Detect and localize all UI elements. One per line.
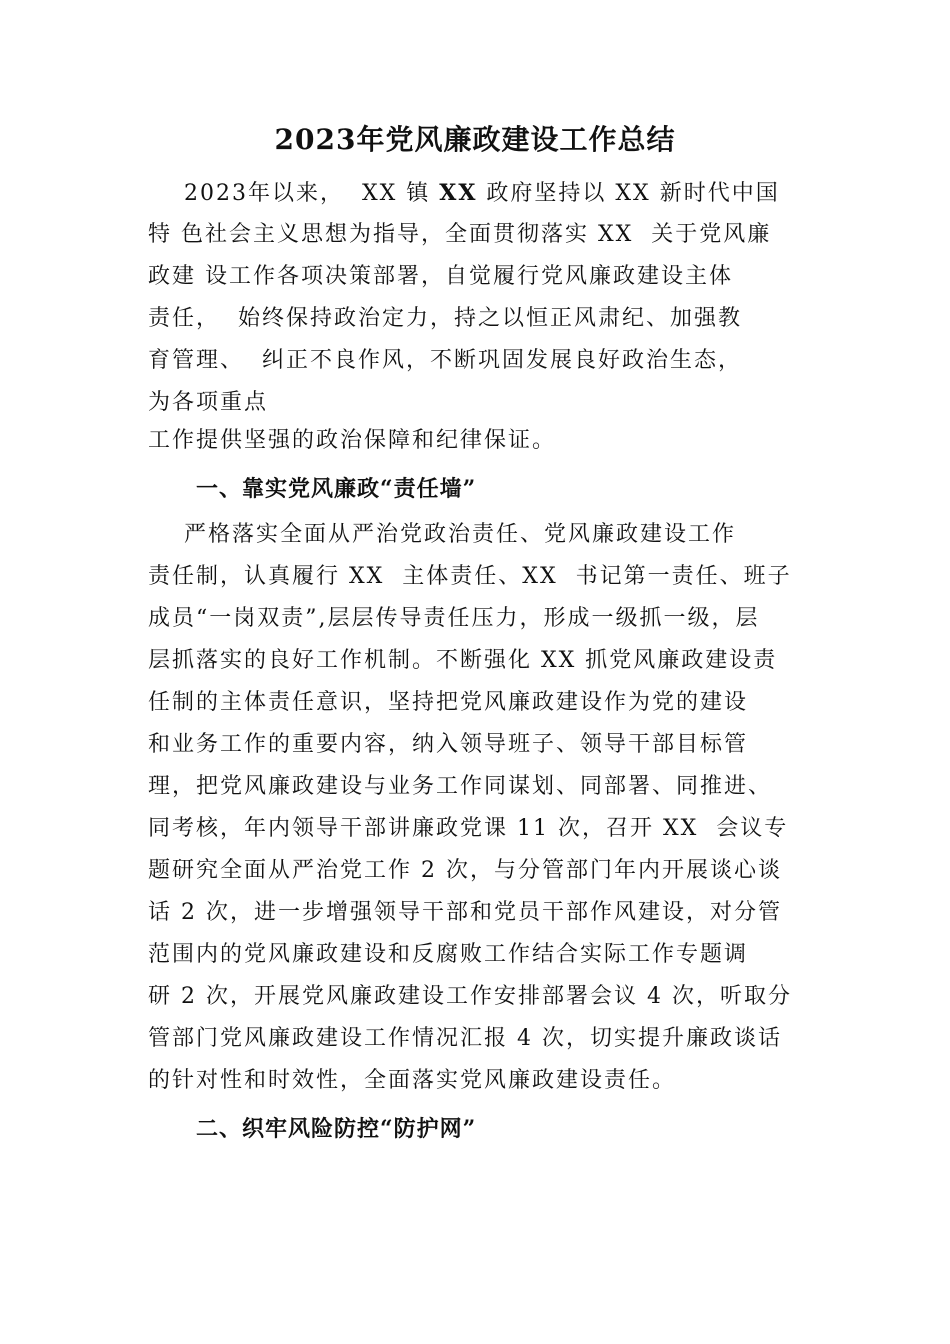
section-1-line: 题研究全面从严治党工作 2 次，与分管部门年内开展谈心谈 bbox=[148, 858, 782, 883]
section-1-line: 严格落实全面从严治党政治责任、党风廉政建设工作 bbox=[148, 522, 736, 547]
section-1-line: 的针对性和时效性，全面落实党风廉政建设责任。 bbox=[148, 1068, 677, 1093]
intro-line-5: 育管理、 纠正不良作风，不断巩固发展良好政治生态， bbox=[148, 348, 742, 373]
section-1-line: 和业务工作的重要内容，纳入领导班子、领导干部目标管 bbox=[148, 732, 749, 757]
intro-line-3: 政建 设工作各项决策部署，自觉履行党风廉政建设主体 bbox=[148, 264, 733, 289]
page-title: 2023年党风廉政建设工作总结 bbox=[274, 123, 676, 156]
section-1-line: 层抓落实的良好工作机制。不断强化 XX 抓党风廉政建设责 bbox=[148, 648, 778, 673]
intro-line-1 bbox=[148, 176, 780, 211]
section-1-line: 任制的主体责任意识，坚持把党风廉政建设作为党的建设 bbox=[148, 690, 749, 715]
intro-line-7: 工作提供坚强的政治保障和纪律保证。 bbox=[148, 428, 557, 453]
intro-text: 政府坚持以 XX 新时代中国 bbox=[477, 181, 780, 206]
section-1-line: 话 2 次，进一步增强领导干部和党员干部作风建设，对分管 bbox=[148, 900, 782, 925]
section-1-line: 同考核，年内领导干部讲廉政党课 11 次，召开 XX 会议专 bbox=[148, 816, 789, 841]
section-1-line: 成员“一岗双责”,层层传导责任压力，形成一级抓一级，层 bbox=[148, 606, 760, 631]
section-1-line: 责任制，认真履行 XX 主体责任、XX 书记第一责任、班子 bbox=[148, 564, 792, 589]
intro-line-6: 为各项重点 bbox=[148, 390, 269, 415]
intro-text: 2023年以来， XX 镇 bbox=[148, 181, 440, 206]
section-1-heading: 一、靠实党风廉政“责任墙” bbox=[196, 476, 477, 502]
section-1-line: 范围内的党风廉政建设和反腐败工作结合实际工作专题调 bbox=[148, 942, 749, 967]
section-1-line: 管部门党风廉政建设工作情况汇报 4 次，切实提升廉政谈话 bbox=[148, 1026, 782, 1051]
intro-line-4: 责任， 始终保持政治定力，持之以恒正风肃纪、加强教 bbox=[148, 306, 742, 331]
section-2-heading: 二、织牢风险防控“防护网” bbox=[196, 1116, 477, 1142]
intro-bold-text: XX bbox=[439, 180, 478, 206]
section-1-line: 理，把党风廉政建设与业务工作同谋划、同部署、同推进、 bbox=[148, 774, 773, 799]
intro-line-2: 特 色社会主义思想为指导，全面贯彻落实 XX 关于党风廉 bbox=[148, 222, 772, 247]
section-1-line: 研 2 次，开展党风廉政建设工作安排部署会议 4 次，听取分 bbox=[148, 984, 792, 1009]
